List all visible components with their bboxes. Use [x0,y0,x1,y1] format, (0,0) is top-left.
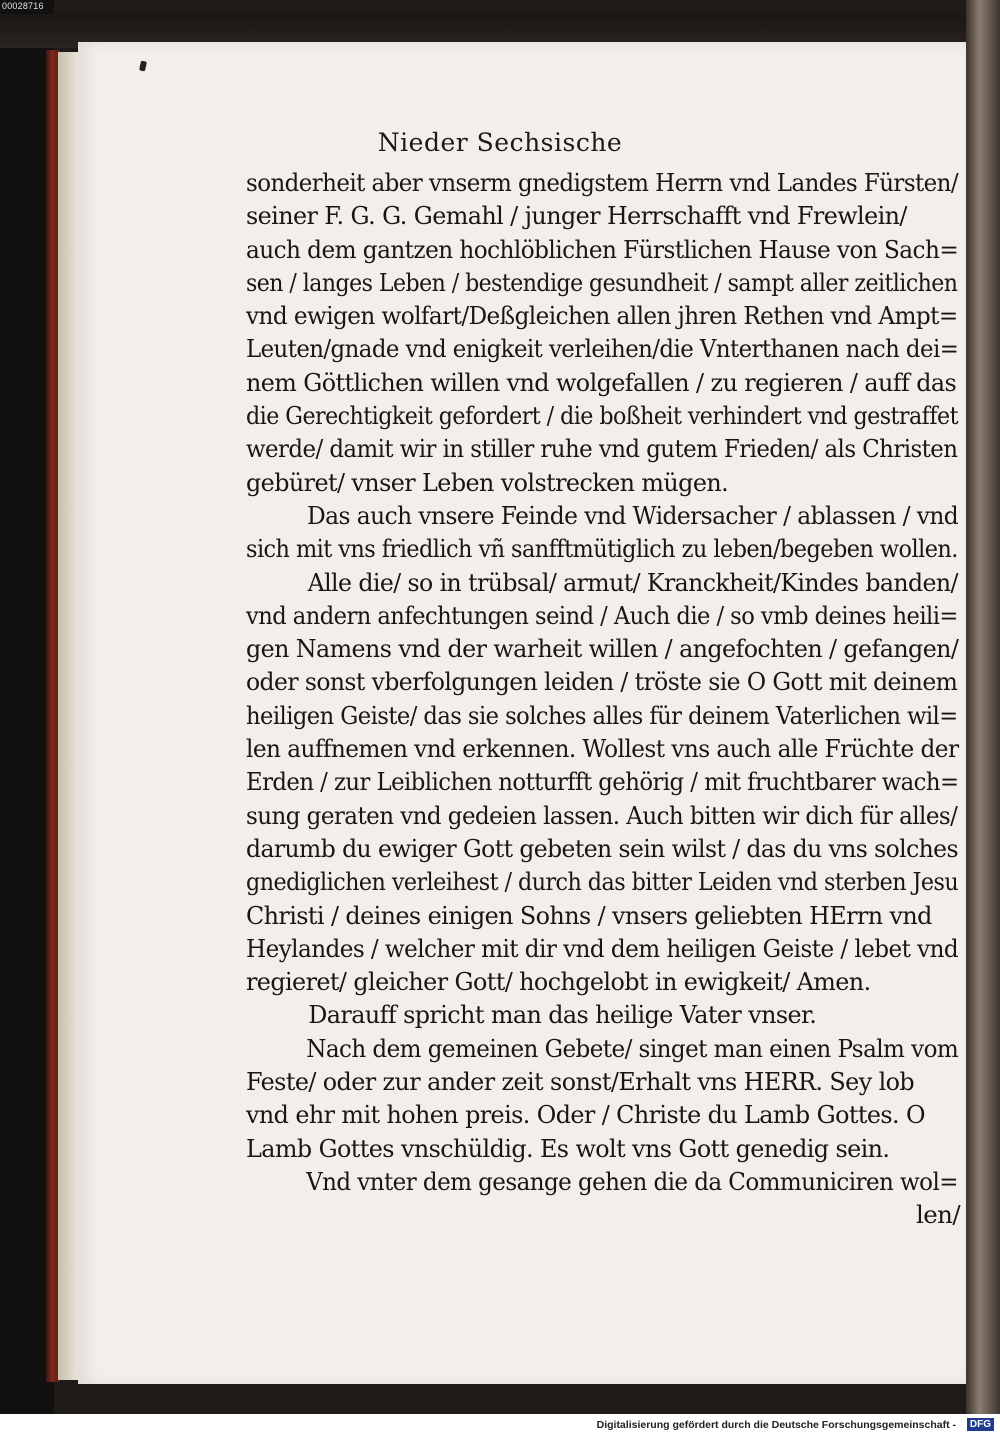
text-line: gen Namens vnd der warheit willen / angefochten / gefangen/ [246,634,959,664]
text-line: gebüret/ vnser Leben volstrecken mügen. [246,467,729,497]
text-line: len/ [916,1200,960,1230]
text-line: Alle die/ so in trübsal/ armut/ Kranckheit/Kindes banden/ [307,567,958,597]
text-line: die Gerechtigkeit gefordert / die boßheit verhindert vnd gestraffet [246,401,958,431]
text-line: darumb du ewiger Gott gebeten sein wilst / das du vns solches [246,833,958,863]
text-line: Heylandes / welcher mit dir vnd dem heiligen Geiste / lebet vnd [246,933,959,963]
text-line: sonderheit aber vnserm gnedigstem Herrn vnd Landes Fürsten/ [246,168,959,197]
running-head: Nieder Sechsische [377,128,623,157]
scan-id: 00028716 [2,1,44,11]
text-line: Darauff spricht man das heilige Vater vnser. [308,1000,817,1030]
text-line: regieret/ gleicher Gott/ hochgelobt in ewigkeit/ Amen. [246,967,871,997]
text-line: Leuten/gnade vnd enigkeit verleihen/die Vnterthanen nach dei= [246,334,959,364]
text-line: Erden / zur Leiblichen notturfft gehörig / mit fruchtbarer wach= [246,767,959,797]
text-line: heiligen Geiste/ das sie solches alles für deinem Vaterlichen wil= [246,700,958,730]
text-line: vnd ewigen wolfart/Deßgleichen allen jhren Rethen vnd Ampt= [246,301,958,331]
text-line: auch dem gantzen hochlöblichen Fürstlichen Hause von Sach= [246,234,959,264]
text-line: len auffnemen vnd erkennen. Wollest vns auch alle Früchte der [246,734,959,764]
footer-bar [0,1414,1000,1434]
footer-credit: Digitalisierung gefördert durch die Deutsche Forschungsgemeinschaft - [596,1419,956,1431]
text-line: Christi / deines einigen Sohns / vnsers geliebten HErrn vnd [246,900,932,930]
text-line: sung geraten vnd gedeien lassen. Auch bitten wir dich für alles/ [246,800,958,830]
text-line: Feste/ oder zur ander zeit sonst/Erhalt vns HERR. Sey lob [246,1067,915,1097]
page-text [246,166,978,1232]
text-line: vnd andern anfechtungen seind / Auch die / so vmb deines heili= [246,600,958,630]
text-line: sen / langes Leben / bestendige gesundheit / sampt aller zeitlichen [246,267,958,297]
text-line: gnediglichen verleihest / durch das bitter Leiden vnd sterben Jesu [246,867,959,897]
text-line: Nach dem gemeinen Gebete/ singet man einen Psalm vom [306,1033,959,1063]
text-line: Vnd vnter dem gesange gehen die da Communiciren wol= [306,1166,958,1196]
text-line: nem Göttlichen willen vnd wolgefallen / zu regieren / auff das [246,367,957,397]
text-line: werde/ damit wir in stiller ruhe vnd gutem Frieden/ als Christen [246,434,958,464]
text-line: sich mit vns friedlich vñ sanfftmütiglich zu leben/begeben wollen. [246,534,958,564]
text-line: Das auch vnsere Feinde vnd Widersacher / ablassen / vnd [306,500,959,530]
text-line: vnd ehr mit hohen preis. Oder / Christe du Lamb Gottes. O [246,1100,925,1130]
text-line: seiner F. G. G. Gemahl / junger Herrschafft vnd Frewlein/ [246,201,907,231]
text-line: oder sonst vberfolgungen leiden / tröste sie O Gott mit deinem [246,667,958,697]
page-gutter [58,52,80,1380]
text-line: Lamb Gottes vnschüldig. Es wolt vns Gott genedig sein. [246,1133,890,1163]
dfg-logo: DFG [967,1418,994,1431]
